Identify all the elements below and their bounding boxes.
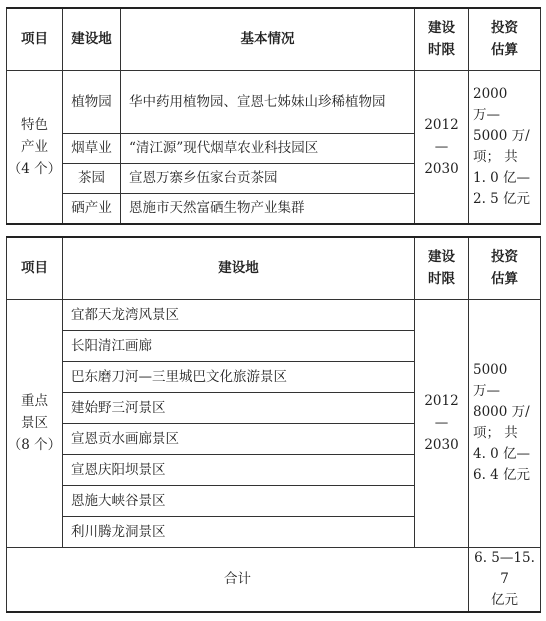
header-basic-info: 基本情况 <box>121 8 415 70</box>
header-period-line2: 时限 <box>428 271 455 288</box>
period-dash: — <box>434 138 449 155</box>
investment-line4: 项； 共 <box>473 148 518 165</box>
header-investment-line1: 投资 <box>491 249 518 266</box>
scenic-area-cell: 宜都天龙湾风景区 <box>63 299 415 330</box>
site-cell: 烟草业 <box>63 133 121 163</box>
category-key-scenic-area <box>7 299 63 547</box>
investment-line4: 项； 共 <box>473 425 518 441</box>
feature-industry-table <box>6 7 541 225</box>
basic-info-cell: 恩施市天然富硒生物产业集群 <box>121 193 415 224</box>
investment-line1: 2000 <box>473 85 508 102</box>
header-investment-line2: 估算 <box>491 271 518 288</box>
header-investment <box>469 237 541 299</box>
basic-info-cell: “清江源”现代烟草农业科技园区 <box>121 133 415 163</box>
category-line1: 重点 <box>21 393 48 409</box>
category-feature-industry <box>7 70 63 224</box>
header-investment <box>469 8 541 70</box>
site-cell: 植物园 <box>63 70 121 133</box>
header-site: 建设地 <box>63 237 415 299</box>
total-value-line2: 亿元 <box>491 591 518 608</box>
scenic-area-cell: 恩施大峡谷景区 <box>63 485 415 516</box>
investment-line2: 万— <box>473 106 500 123</box>
category-line3: （4 个） <box>7 160 62 177</box>
investment-line5: 4. 0 亿— <box>473 446 531 462</box>
period-end: 2030 <box>424 437 459 453</box>
category-line1: 特色 <box>21 116 48 133</box>
scenic-area-cell: 宣恩贡水画廊景区 <box>63 423 415 454</box>
header-period <box>415 8 469 70</box>
total-value-line1: 6. 5—15. 7 <box>474 549 535 587</box>
site-cell: 茶园 <box>63 163 121 193</box>
investment-line5: 1. 0 亿— <box>473 169 531 186</box>
period-dash: — <box>434 415 449 431</box>
period-start: 2012 <box>424 116 459 133</box>
header-investment-line2: 估算 <box>491 42 518 59</box>
site-cell: 硒产业 <box>63 193 121 224</box>
scenic-area-cell: 巴东磨刀河—三里城巴文化旅游景区 <box>63 361 415 392</box>
key-scenic-area-table <box>6 236 541 613</box>
scenic-area-cell: 建始野三河景区 <box>63 392 415 423</box>
investment-line6: 6. 4 亿元 <box>473 467 531 483</box>
header-period-line1: 建设 <box>428 249 455 266</box>
basic-info-cell: 宣恩万寨乡伍家台贡茶园 <box>121 163 415 193</box>
investment-line3: 5000 万/ <box>473 127 530 144</box>
period-end: 2030 <box>424 160 459 177</box>
period-start: 2012 <box>424 393 459 409</box>
investment-cell <box>469 70 541 224</box>
category-line2: 景区 <box>21 415 48 431</box>
header-period <box>415 237 469 299</box>
investment-line2: 万— <box>473 383 500 399</box>
investment-cell <box>469 299 541 547</box>
investment-line3: 8000 万/ <box>473 404 530 420</box>
header-period-line1: 建设 <box>428 20 455 37</box>
total-label: 合计 <box>7 547 469 612</box>
period-cell <box>415 70 469 224</box>
header-item: 项目 <box>7 237 63 299</box>
period-cell <box>415 299 469 547</box>
total-value <box>469 547 541 612</box>
category-line2: 产业 <box>21 138 48 155</box>
header-period-line2: 时限 <box>428 42 455 59</box>
basic-info-cell: 华中药用植物园、宣恩七姊妹山珍稀植物园 <box>121 70 415 133</box>
investment-line6: 2. 5 亿元 <box>473 190 531 207</box>
header-item: 项目 <box>7 8 63 70</box>
scenic-area-cell: 利川腾龙洞景区 <box>63 516 415 547</box>
scenic-area-cell: 长阳清江画廊 <box>63 330 415 361</box>
header-site: 建设地 <box>63 8 121 70</box>
category-line3: （8 个） <box>7 437 62 453</box>
scenic-area-cell: 宣恩庆阳坝景区 <box>63 454 415 485</box>
investment-line1: 5000 <box>473 362 508 378</box>
header-investment-line1: 投资 <box>491 20 518 37</box>
